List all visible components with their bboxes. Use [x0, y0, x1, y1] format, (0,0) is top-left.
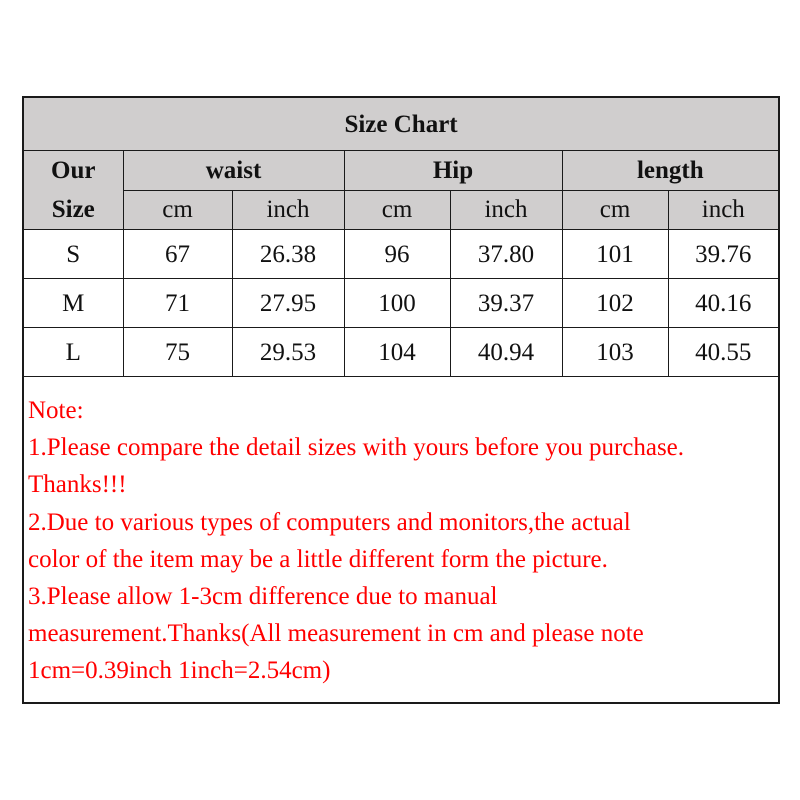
- note-line: color of the item may be a little different form the picture.: [28, 545, 608, 573]
- notes-section: [28, 392, 776, 690]
- table-cell: 37.80: [450, 230, 562, 279]
- size-chart-table: [24, 98, 778, 377]
- table-cell: 103: [562, 328, 668, 377]
- table-row: [24, 279, 778, 328]
- unit-header: cm: [123, 190, 232, 230]
- size-label: M: [24, 279, 123, 328]
- note-line: 3.Please allow 1-3cm difference due to manual: [28, 583, 498, 611]
- note-line: 1.Please compare the detail sizes with yours before you purchase.: [28, 434, 685, 462]
- table-cell: 101: [562, 230, 668, 279]
- table-cell: 27.95: [232, 279, 344, 328]
- table-cell: 26.38: [232, 230, 344, 279]
- table-cell: 100: [344, 279, 450, 328]
- our-size-header-line2: Size: [51, 196, 95, 223]
- table-cell: 67: [123, 230, 232, 279]
- group-header-hip: Hip: [344, 151, 562, 191]
- chart-title: Size Chart: [24, 98, 778, 151]
- title-row: [24, 98, 778, 151]
- table-cell: 40.55: [668, 328, 778, 377]
- note-heading: Note:: [28, 397, 84, 424]
- note-line: Thanks!!!: [28, 471, 127, 499]
- note-line: 1cm=0.39inch 1inch=2.54cm): [28, 657, 331, 685]
- group-header-row: [24, 151, 778, 191]
- table-cell: 29.53: [232, 328, 344, 377]
- unit-header: inch: [450, 190, 562, 230]
- table-cell: 71: [123, 279, 232, 328]
- table-row: [24, 230, 778, 279]
- table-cell: 104: [344, 328, 450, 377]
- unit-header: inch: [232, 190, 344, 230]
- table-cell: 96: [344, 230, 450, 279]
- group-header-waist: waist: [123, 151, 344, 191]
- table-cell: 39.76: [668, 230, 778, 279]
- table-cell: 75: [123, 328, 232, 377]
- size-label: L: [24, 328, 123, 377]
- our-size-header: [24, 151, 123, 230]
- unit-header: cm: [344, 190, 450, 230]
- unit-header-row: [24, 190, 778, 230]
- note-line: measurement.Thanks(All measurement in cm and please note: [28, 620, 644, 648]
- table-cell: 39.37: [450, 279, 562, 328]
- our-size-header-line1: Our: [51, 157, 96, 184]
- size-label: S: [24, 230, 123, 279]
- table-cell: 102: [562, 279, 668, 328]
- table-cell: 40.16: [668, 279, 778, 328]
- table-row: [24, 328, 778, 377]
- unit-header: inch: [668, 190, 778, 230]
- table-cell: 40.94: [450, 328, 562, 377]
- size-chart-frame: [22, 96, 780, 704]
- unit-header: cm: [562, 190, 668, 230]
- note-line: 2.Due to various types of computers and monitors,the actual: [28, 508, 631, 536]
- group-header-length: length: [562, 151, 778, 191]
